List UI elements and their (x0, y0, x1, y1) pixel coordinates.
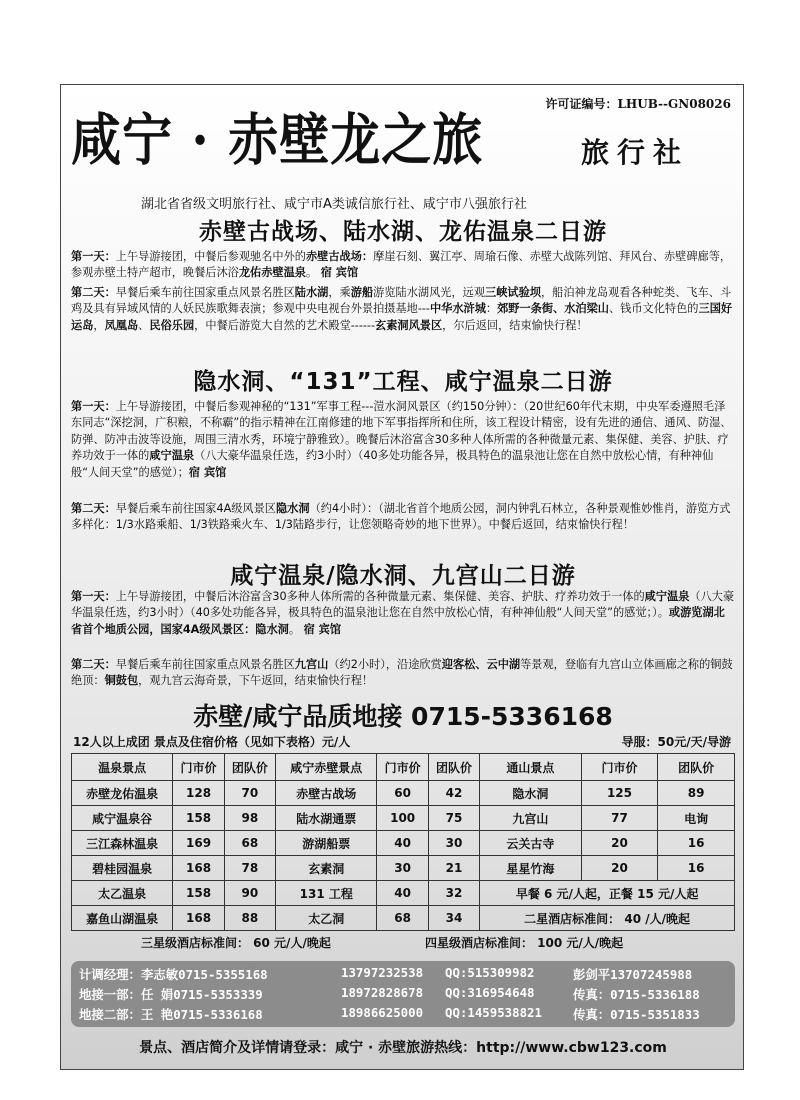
table-cell: 100 (377, 806, 428, 831)
day-label: 第一天： (71, 250, 116, 263)
route-3-day-1 (71, 589, 735, 638)
table-cell: 169 (173, 831, 224, 856)
table-cell: 34 (428, 906, 479, 931)
itinerary-text: ，观九宫云海奇景，下午返回，结束愉快行程！ (138, 674, 374, 688)
table-cell: 三江森林温泉 (72, 831, 173, 856)
itinerary-text: ，乘 (328, 286, 351, 299)
itinerary-text: 早餐后乘车前往国家重点风景名胜区 (115, 286, 295, 299)
header-cell: 温泉景点 (72, 754, 173, 781)
flyer-page (60, 84, 744, 1070)
table-cell: 90 (224, 881, 275, 906)
day-label: 第一天： (71, 400, 116, 413)
table-cell: 太乙洞 (276, 906, 377, 931)
highlight-text: 龙佑赤壁温泉 (238, 266, 306, 280)
itinerary-text: 游览陆水湖风光，远观 (373, 286, 486, 299)
table-cell: 77 (581, 806, 658, 831)
header-cell: 团队价 (658, 754, 735, 781)
highlight-text: 咸宁温泉 (644, 590, 690, 603)
table-cell: 68 (224, 831, 275, 856)
table-cell: 赤壁古战场 (276, 781, 377, 806)
header-cell: 门市价 (581, 754, 658, 781)
guide-fee: 导服：50元/天/导游 (621, 735, 731, 749)
itinerary-text: （八大豪华温泉任选，约3小时）（40多处功能各异，极具特色的温泉池让您在自然中放松心情，有种神仙般“人间天堂”的感觉）； (71, 449, 714, 479)
route-title-1: 赤壁古战场、陆水湖、龙佑温泉二日游 (199, 219, 607, 245)
highlight-text: 咸宁温泉 (149, 449, 195, 463)
contact-qq: QQ:515309982 (445, 965, 535, 980)
itinerary-text: ，中餐后游览大自然的艺术殿堂------ (194, 318, 375, 332)
table-cell: 太乙温泉 (72, 881, 173, 906)
price-table (71, 753, 735, 931)
table-cell: 168 (173, 856, 224, 881)
highlight-text: 九宫山 (294, 658, 329, 671)
table-cell: 40 (377, 831, 428, 856)
itinerary-text: ，尔后返回，结束愉快行程！ (442, 318, 588, 332)
contact-panel (71, 961, 735, 1027)
highlight-text: 铜鼓包 (104, 674, 139, 688)
table-row (72, 856, 735, 881)
table-cell: 16 (658, 856, 735, 881)
itinerary-text: 上午导游接团，中餐后沐浴富含30多种人体所需的各种微量元素、集保健、美容、护肤、疗养功效于一体的 (115, 590, 645, 603)
itinerary-text: （约4小时）：（湖北省首个地质公园，洞内钟乳石林立，各种景观惟妙惟肖，游览方式多样化：1/3水路乘船、1/3铁路乘火车、1/3陆路步行，让您领略奇妙的地下世界）。中餐后返回，结束愉快行程！ (71, 502, 731, 532)
highlight-text: 凤凰岛 (104, 318, 139, 332)
highlight-text: 中华水浒城 (429, 302, 486, 316)
itinerary-text: 早餐后乘车前往国家重点风景名胜区 (115, 658, 295, 671)
website-footer: 景点、酒店简介及详情请登录：咸宁 · 赤壁旅游热线：http://www.cbw123.com (139, 1040, 667, 1056)
table-cell: 125 (581, 781, 658, 806)
table-cell: 98 (224, 806, 275, 831)
meal-price-note: 早餐 6 元/人起，正餐 15 元/人起 (480, 881, 735, 906)
highlight-text: 玄素洞风景区 (375, 318, 443, 332)
itinerary-text: （约2小时），沿途欣赏 (328, 658, 442, 671)
contact-fax: 传真：0715-5336188 (573, 987, 700, 1002)
highlight-text: 宿 宾馆 (320, 266, 359, 280)
highlight-text: 或游览湖北省首个地质公园，国家4A级风景区：隐水洞 (71, 606, 725, 636)
table-cell: 32 (428, 881, 479, 906)
table-cell: 168 (173, 906, 224, 931)
itinerary-text: ，船泊神龙岛观看各种蛇类、飞车、斗鸡及具有异域风情的人妖民族歌舞表演；参观中央电视台外景拍摄基地--- (71, 286, 732, 316)
header-cell: 门市价 (173, 754, 224, 781)
itinerary-text: 早餐后乘车前往国家4A级风景区 (115, 502, 276, 515)
table-cell: 碧桂园温泉 (72, 856, 173, 881)
route-1-day-2 (71, 285, 735, 334)
four-star-hotel-price: 四星级酒店标准间： 100 元/人/晚起 (425, 936, 624, 950)
table-row (72, 906, 735, 931)
three-star-hotel-price: 三星级酒店标准间： 60 元/人/晚起 (141, 936, 331, 950)
route-1-day-1 (71, 249, 735, 282)
table-row (72, 781, 735, 806)
itinerary-text: ： (485, 302, 498, 316)
route-title-2: 隐水洞、“131”工程、咸宁温泉二日游 (193, 369, 613, 395)
day-label: 第一天： (71, 590, 116, 603)
route-title-3: 咸宁温泉/隐水洞、九宫山二日游 (230, 563, 576, 589)
table-row (72, 831, 735, 856)
contact-mobile: 18986625000 (341, 1005, 424, 1020)
table-cell: 隐水洞 (480, 781, 581, 806)
header-cell: 团队价 (224, 754, 275, 781)
highlight-text: 宿 宾馆 (188, 465, 227, 479)
day-label: 第二天： (71, 658, 116, 671)
header-cell: 门市价 (377, 754, 428, 781)
table-row (72, 881, 735, 906)
itinerary-text: 、 (138, 318, 150, 332)
itinerary-text: 、钱币文化特色的 (608, 302, 699, 316)
table-cell: 68 (377, 906, 428, 931)
table-cell: 16 (658, 831, 735, 856)
contact-name-phone: 地接一部：任 娟0715-5353339 (79, 987, 263, 1002)
brand-suffix: 旅行社 (581, 136, 690, 169)
route-2-day-2 (71, 501, 735, 534)
itinerary-text: 上午导游接团，中餐后参观驰名中外的 (115, 250, 306, 263)
table-cell: 89 (658, 781, 735, 806)
table-cell: 40 (377, 881, 428, 906)
table-cell: 星星竹海 (480, 856, 581, 881)
price-table-header (72, 754, 735, 781)
contact-extra: 彭剑平13707245988 (573, 967, 693, 982)
table-cell: 60 (377, 781, 428, 806)
table-cell: 九宫山 (480, 806, 581, 831)
itinerary-text: 上午导游接团，中餐后参观神秘的“131”军事工程---溰水洞风景区（约150分钟）：（20世纪60年代末期，中央军委遵照毛泽东同志“深挖洞，广积粮，不称霸”的指示精神在江南修建的地下军事指挥所和住所，该工程设计精密，设有先进的通信、通风、防湿、防弹、防冲击波等设施，周围三清水秀，环境宁静雅致）。晚餐后沐浴富含30多种人体所需的各种微量元素、集保健、美容、护肤、疗养功效于一体的 (71, 400, 732, 463)
highlight-text: 陆水湖 (294, 286, 329, 299)
header-cell: 团队价 (428, 754, 479, 781)
table-cell: 158 (173, 806, 224, 831)
table-cell: 游湖船票 (276, 831, 377, 856)
contact-qq: QQ:1459538821 (445, 1005, 542, 1020)
table-cell: 20 (581, 831, 658, 856)
table-cell: 21 (428, 856, 479, 881)
license-number: 许可证编号：LHUB--GN08026 (545, 97, 731, 111)
itinerary-text: （八大豪华温泉任选，约3小时）（40多处功能各异，极具特色的温泉池让您在自然中放松心情，有种神仙般“人间天堂”的感觉；）。 (71, 590, 735, 620)
contact-name-phone: 计调经理：李志敏0715-5355168 (79, 967, 268, 982)
agency-honors: 湖北省省级文明旅行社、咸宁市A类诚信旅行社、咸宁市八强旅行社 (141, 197, 527, 212)
table-cell: 赤壁龙佑温泉 (72, 781, 173, 806)
price-caption: 12人以上成团 景点及住宿价格（见如下表格）元/人 (73, 735, 351, 749)
contact-name-phone: 地接二部：王 艳0715-5336168 (79, 1007, 263, 1022)
contact-mobile: 13797232538 (341, 965, 424, 980)
table-cell: 20 (581, 856, 658, 881)
table-cell: 158 (173, 881, 224, 906)
header-cell: 咸宁赤壁景点 (276, 754, 377, 781)
table-cell: 42 (428, 781, 479, 806)
hotel-price-row (71, 931, 735, 953)
itinerary-text: 等景观，登临有九宫山立体画廊之称的铜鼓绝顶： (71, 658, 733, 688)
highlight-text: 民俗乐园 (149, 318, 195, 332)
itinerary-text: 。 (305, 266, 321, 280)
local-hotline: 赤壁/咸宁品质地接 0715-5336168 (193, 702, 613, 731)
table-cell: 75 (428, 806, 479, 831)
table-cell: 云关古寺 (480, 831, 581, 856)
table-cell: 88 (224, 906, 275, 931)
table-cell: 30 (428, 831, 479, 856)
table-cell: 70 (224, 781, 275, 806)
contact-mobile: 18972828678 (341, 985, 424, 1000)
highlight-text: 隐水洞 (275, 502, 310, 515)
contact-fax: 传真：0715-5351833 (573, 1007, 700, 1022)
day-label: 第二天： (71, 286, 116, 299)
highlight-text: 三峡试验坝 (485, 286, 541, 299)
itinerary-text: 摩崖石刻、翼江亭、周瑜石像、赤壁大战陈列馆、拜风台、赤壁碑廊等，参观赤壁土特产超市，晚餐后沐浴 (71, 250, 732, 280)
itinerary-text: 。 (288, 622, 304, 636)
highlight-text: 三国好运岛 (71, 302, 733, 332)
table-cell: 30 (377, 856, 428, 881)
highlight-text: 赤壁古战场： (305, 250, 374, 263)
table-cell: 电询 (658, 806, 735, 831)
table-cell: 131 工程 (276, 881, 377, 906)
route-3-day-2 (71, 657, 735, 690)
table-cell: 128 (173, 781, 224, 806)
table-row (72, 806, 735, 831)
contact-qq: QQ:316954648 (445, 985, 535, 1000)
table-cell: 陆水湖通票 (276, 806, 377, 831)
table-cell: 嘉鱼山湖温泉 (72, 906, 173, 931)
highlight-text: 宿 宾馆 (303, 622, 342, 636)
highlight-text: 迎客松、云中湖 (441, 658, 521, 671)
itinerary-text: ， (93, 318, 105, 332)
table-cell: 玄素洞 (276, 856, 377, 881)
table-cell: 咸宁温泉谷 (72, 806, 173, 831)
day-label: 第二天： (71, 502, 116, 515)
highlight-text: 郊野一条街、水泊梁山 (497, 302, 609, 316)
table-cell: 78 (224, 856, 275, 881)
brand-title: 咸宁 · 赤壁龙之旅 (71, 107, 484, 174)
highlight-text: 游船 (350, 286, 374, 299)
two-star-hotel-note: 二星酒店标准间： 40 /人/晚起 (480, 906, 735, 931)
header-cell: 通山景点 (480, 754, 581, 781)
route-2-day-1 (71, 399, 735, 481)
